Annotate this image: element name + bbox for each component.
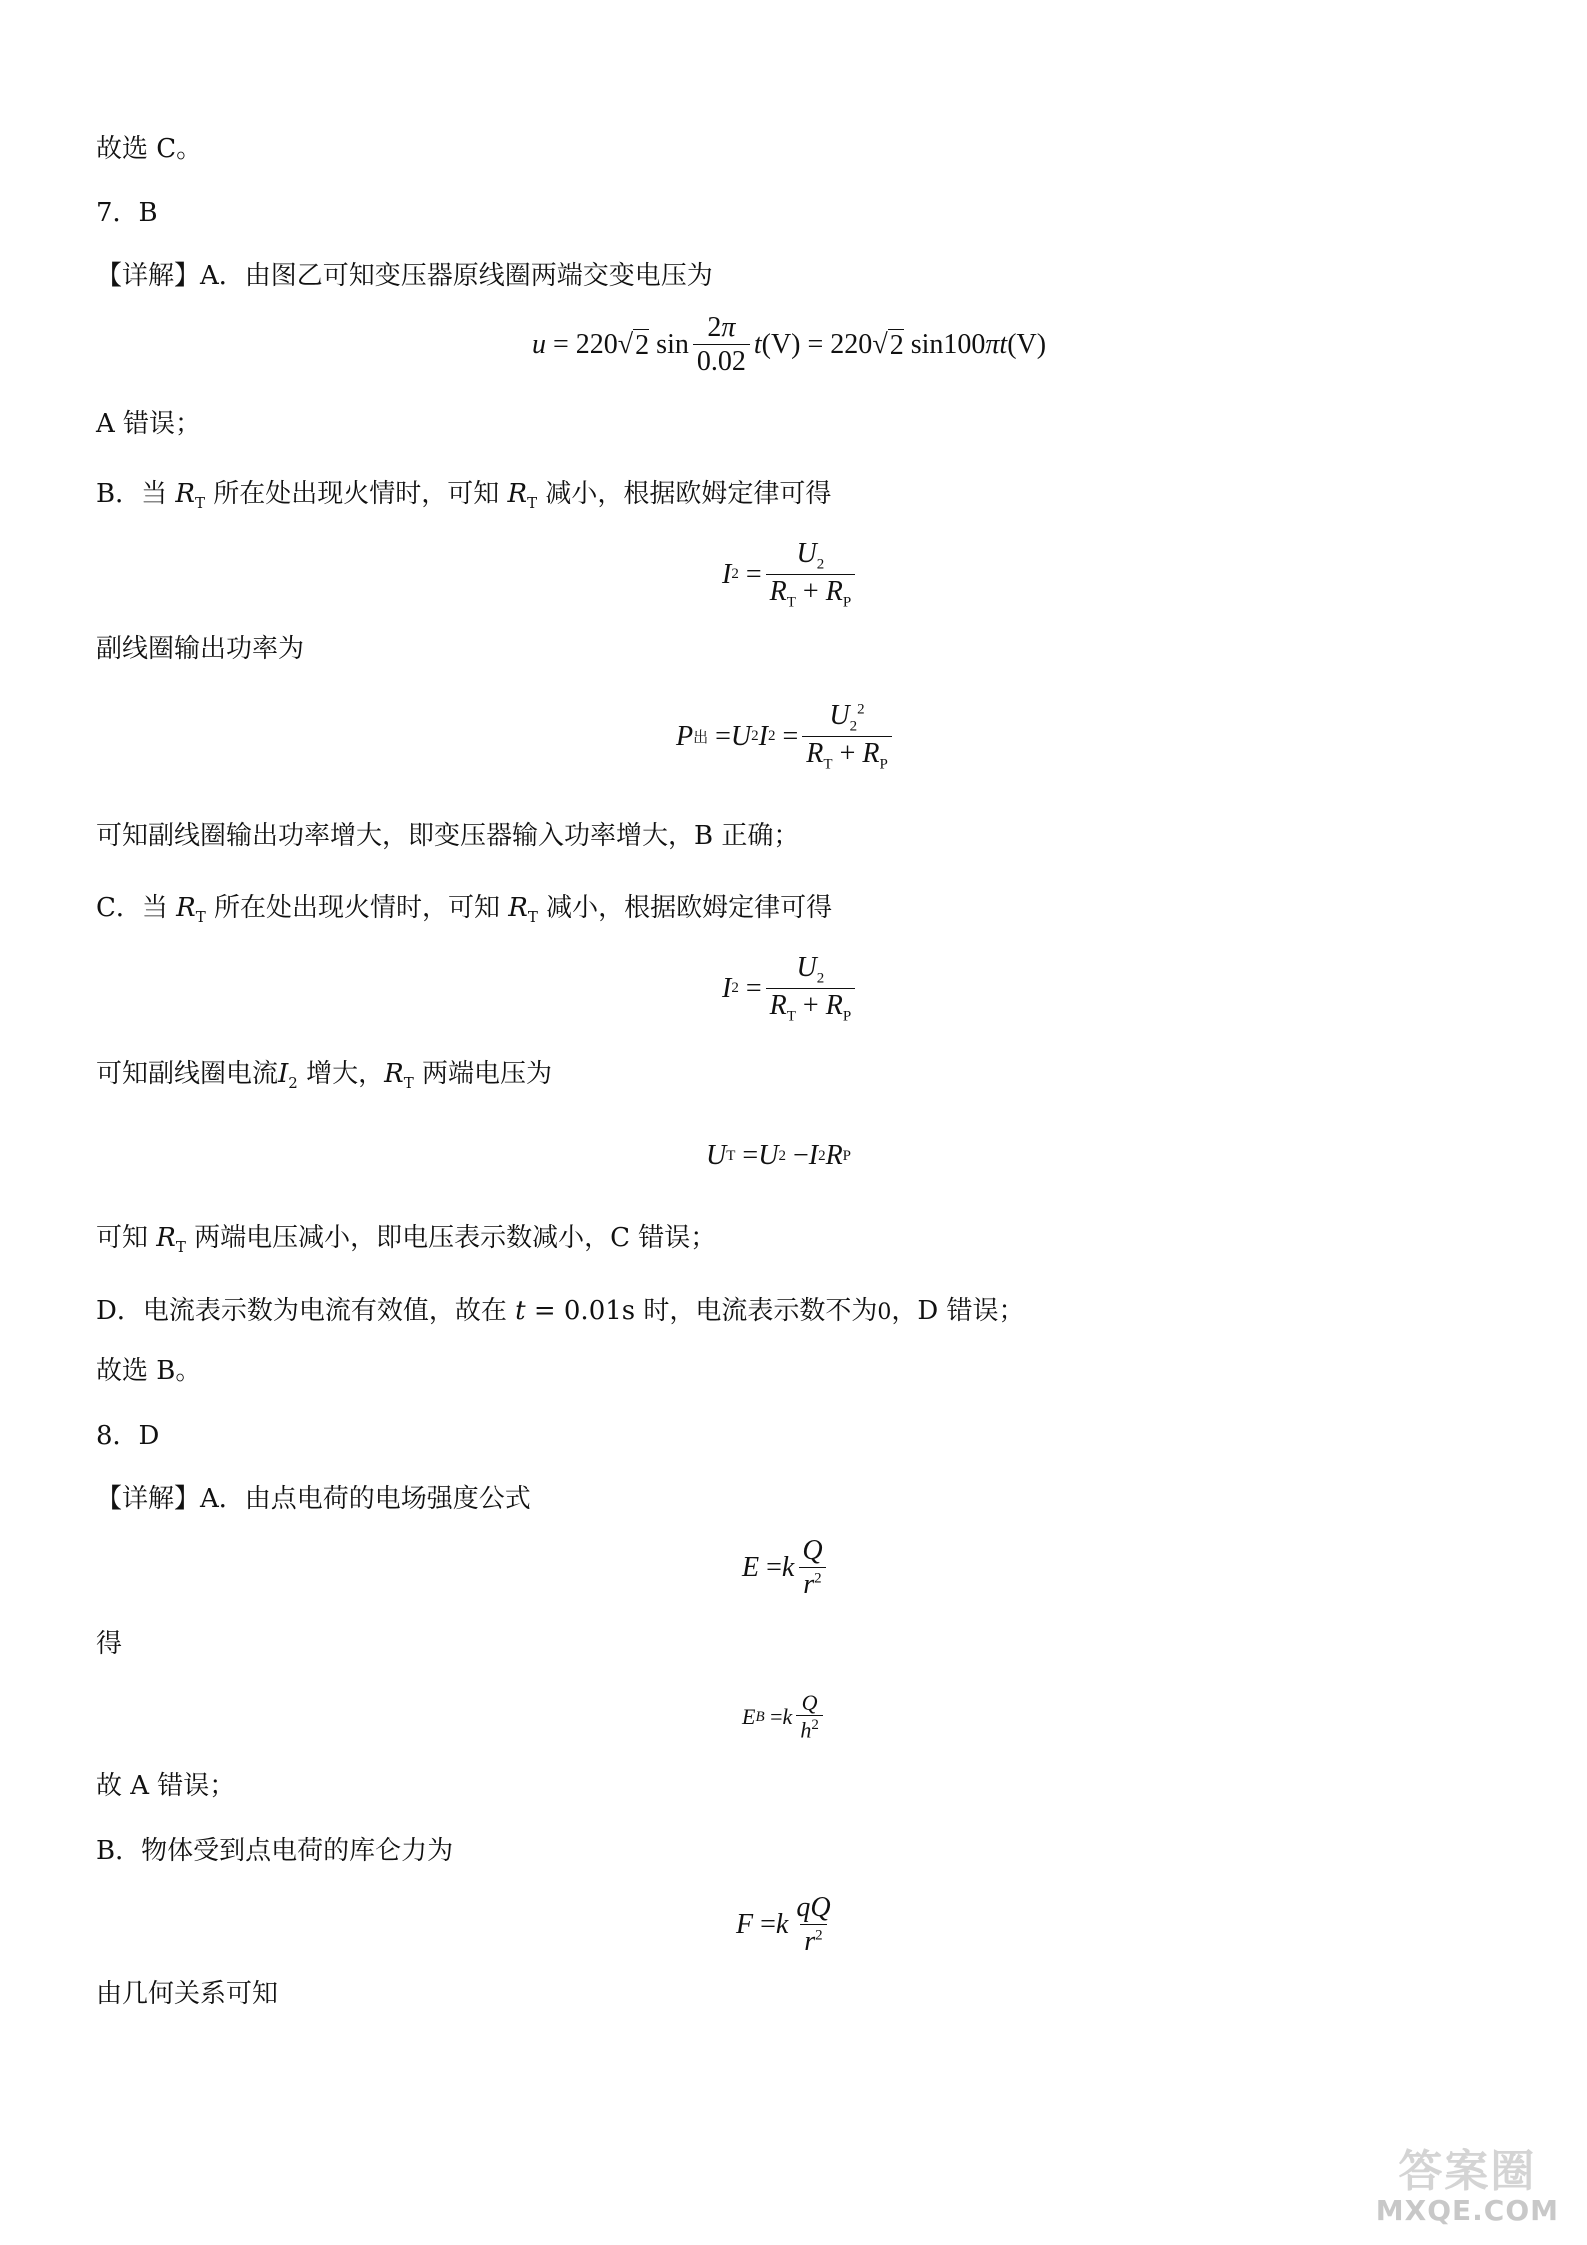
text-line: 可知副线圈输出功率增大，即变压器输入功率增大，B 正确； <box>96 821 800 851</box>
text-fragment: 可知 R <box>96 1223 176 1253</box>
text-line: 故 A 错误； <box>96 1771 236 1801</box>
text-line: 【详解】A．由图乙可知变压器原线圈两端交变电压为 <box>96 261 713 291</box>
equation-voltage: u = 220 √ 2 sin $\frac{2\pi}{0.02}$ t (V) = 220 √ 2 sin100 πt (V) <box>532 312 1047 378</box>
text-fragment: 所在处出现火情时，可知 <box>204 479 508 509</box>
text-fragment: 两端电压减小，即电压表示数减小，C 错误； <box>185 1223 717 1253</box>
text-fragment: 减小，根据欧姆定律可得 <box>537 893 833 923</box>
text-line: A 错误； <box>96 409 202 439</box>
text-fragment: 增大， <box>297 1059 385 1089</box>
text-line: C．当 $R_T$ 所在处出现火情时，可知 $R_T$ 减小，根据欧姆定律可得 <box>96 893 833 927</box>
watermark-site: MXQE.COM <box>1375 2194 1559 2227</box>
text-line: 可知 $R_T$ 两端电压减小，即电压表示数减小，C 错误； <box>96 1223 717 1257</box>
text-fragment: 可知副线圈电流 <box>96 1059 279 1089</box>
watermark <box>1375 2146 1559 2227</box>
equation-field-b: E B = k $\frac{Q}{h^2}$ <box>742 1690 827 1744</box>
text-fragment: R <box>175 479 195 509</box>
text-fragment: R <box>156 1223 176 1253</box>
equation-coulomb: F = k $\frac{qQ}{r^2}$ <box>736 1892 831 1958</box>
text-fragment: ，D 错误； <box>891 1296 1025 1326</box>
equation-power: P 出 = U 2 I 2 = $\frac{U_2^2}{R_T + R_P}$ <box>676 700 896 773</box>
text-fragment: C．当 R <box>96 893 196 923</box>
text-fragment: t <box>515 1296 526 1326</box>
question-number: 8．D <box>96 1421 160 1451</box>
text-line: B．当 $R_T$ 所在处出现火情时，可知 $R_T$ 减小，根据欧姆定律可得 <box>96 479 832 513</box>
text-fragment: 两端电压为 <box>413 1059 552 1089</box>
text-line: 得 <box>96 1629 123 1659</box>
text-fragment: = 0.01s <box>525 1296 636 1326</box>
watermark-logo: 答案圈 <box>1398 2146 1537 2197</box>
text-line: 故选 B。 <box>96 1356 202 1386</box>
question-number: 7．B <box>96 198 158 228</box>
equation-current: I 2 = $\frac{U_2}{R_T + R_P}$ <box>722 538 859 611</box>
text-fragment: R <box>176 893 196 923</box>
text-fragment: 减小，根据欧姆定律可得 <box>537 479 832 509</box>
equation-field: E = k $\frac{Q}{r^2}$ <box>742 1535 831 1602</box>
text-fragment: D．电流表示数为电流有效值，故在 <box>96 1296 507 1326</box>
text-line: 由几何关系可知 <box>96 1979 279 2009</box>
equation-voltage-rt: U T = U 2 − I 2 R P <box>706 1140 852 1171</box>
equation-current-2: I 2 = $\frac{U_2}{R_T + R_P}$ <box>722 952 859 1025</box>
text-line <box>96 1295 1025 1329</box>
text-line: B．物体受到点电荷的库仑力为 <box>96 1836 454 1866</box>
text-fragment: 0 <box>877 1300 892 1325</box>
text-fragment: 时，电流表示数不为 <box>635 1296 878 1326</box>
text-fragment: 所在处出现火情时，可知 <box>205 893 509 923</box>
text-line: 副线圈输出功率为 <box>96 634 305 664</box>
text-line: 可知副线圈电流$I_2$ 增大，$R_T$ 两端电压为 <box>96 1059 552 1093</box>
text-line: 【详解】A．由点电荷的电场强度公式 <box>96 1484 531 1514</box>
text-line: 故选 C。 <box>96 134 203 164</box>
text-fragment: B．当 R <box>96 479 195 509</box>
